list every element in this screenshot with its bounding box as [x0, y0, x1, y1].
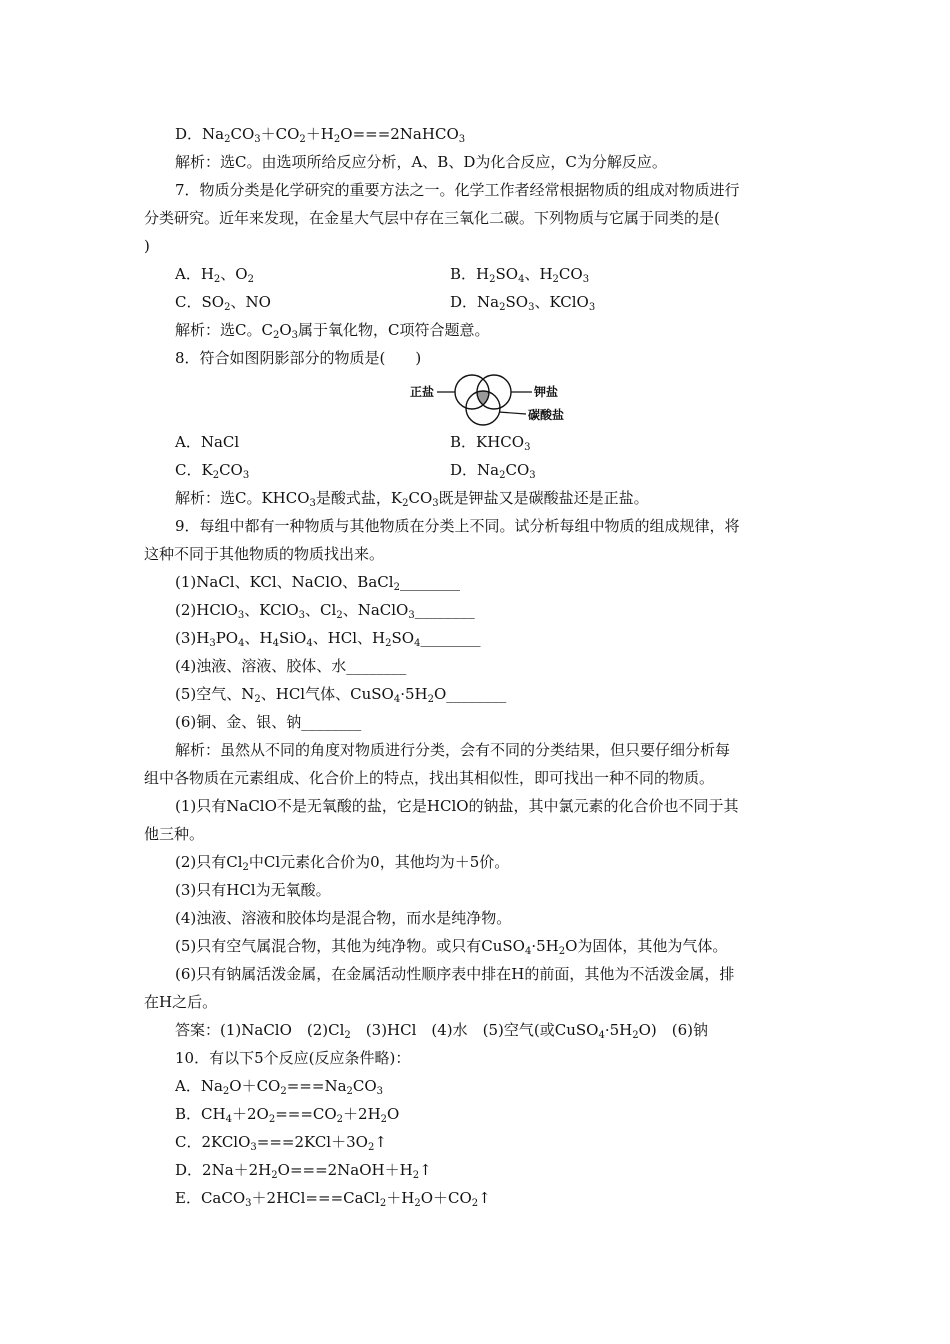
venn-label-left: 正盐	[410, 385, 435, 399]
q7-option-b: B．$H_2SO_4$、$H_2CO_3$	[450, 265, 590, 285]
q9-note-3: (3)只有HCl为无氧酸。	[175, 881, 331, 899]
q8-option-b: B．$KHCO_3$	[450, 433, 531, 453]
q10-reaction-e: E．$CaCO_3+2HCl===CaCl_2+H_2O+CO_2↑$	[175, 1189, 491, 1209]
q9-item-6: (6)铜、金、银、钠________	[175, 713, 362, 731]
q9-note-4: (4)浊液、溶液和胶体均是混合物，而水是纯净物。	[175, 909, 512, 927]
q10-reaction-a: A．$Na_2O+CO_2===Na_2CO_3$	[175, 1077, 384, 1097]
q7-option-a: A．$H_2$、$O_2$	[175, 265, 254, 285]
q6-analysis: 解析：选C。由选项所给反应分析，A、B、D为化合反应，C为分解反应。	[175, 153, 667, 171]
q7-stem-line2: 分类研究。近年来发现，在金星大气层中存在三氧化二碳。下列物质与它属于同类的是(	[144, 209, 720, 227]
q7-analysis: 解析：选C。$C_2O_3$属于氧化物，C项符合题意。	[175, 321, 490, 341]
q9-note-2: (2)只有$Cl_2$中Cl元素化合价为0，其他均为＋5价。	[175, 853, 510, 873]
q9-analysis-line1: 解析：虽然从不同的角度对物质进行分类，会有不同的分类结果，但只要仔细分析每	[175, 741, 731, 759]
q8-analysis: 解析：选C。$KHCO_3$是酸式盐，$K_2CO_3$既是钾盐又是碳酸盐还是正盐。	[175, 489, 649, 509]
q8-option-c: C．$K_2CO_3$	[175, 461, 250, 481]
q9-note-1-cont: 他三种。	[144, 825, 205, 843]
q9-stem-line2: 这种不同于其他物质的物质找出来。	[144, 545, 385, 563]
q7-option-c: C．$SO_2$、NO	[175, 293, 271, 313]
q9-note-1: (1)只有NaClO不是无氧酸的盐，它是HClO的钠盐，其中氯元素的化合价也不同于其	[175, 797, 739, 815]
q8-option-d: D．$Na_2CO_3$	[450, 461, 536, 481]
q10-reaction-b: B．$CH_4+2O_2===CO_2+2H_2O$	[175, 1105, 400, 1125]
q7-option-d: D．$Na_2SO_3$、KClO$_3$	[450, 293, 596, 313]
q9-item-1: (1)NaCl、KCl、NaClO、BaCl$_2$________	[175, 573, 460, 593]
venn-label-bottom: 碳酸盐	[528, 408, 565, 422]
q9-item-3: $(3)H_3PO_4$、$H_4SiO_4$、HCl、$H_2SO_4\_\_\_\_\_\_\_\_$	[175, 629, 481, 649]
q7-stem-line1: 7．物质分类是化学研究的重要方法之一。化学工作者经常根据物质的组成对物质进行	[175, 181, 740, 199]
q9-item-2: (2)HClO$_3$、KClO$_3$、$Cl_2$、NaClO$_3$________	[175, 601, 475, 621]
q9-item-4: (4)浊液、溶液、胶体、水________	[175, 657, 407, 675]
q6-option-d: D．$Na_2CO_3+CO_2+H_2O===2NaHCO_3$	[175, 125, 466, 145]
q10-stem: 10．有以下5个反应(反应条件略)：	[175, 1049, 411, 1067]
venn-diagram	[410, 370, 580, 426]
q7-stem-line3: )	[144, 237, 150, 255]
q8-option-a: A．NaCl	[175, 433, 240, 451]
q9-note-5: (5)只有空气属混合物，其他为纯净物。或只有$CuSO_4\cdot 5H_2O$为固体，其他为气体。	[175, 937, 728, 957]
q8-stem: 8．符合如图阴影部分的物质是( )	[175, 349, 422, 367]
q10-reaction-c: C．$2KClO_3===2KCl+3O_2↑$	[175, 1133, 387, 1153]
q9-item-5: (5)空气、$N_2$、HCl气体、$CuSO_4\cdot 5H_2O\_\_\_\_\_\_\_\_$	[175, 685, 507, 705]
q9-answer: 答案：(1)NaClO $(2)Cl_2$ (3)HCl (4)水 (5)空气(或$CuSO_4\cdot 5H_2O$) (6)钠	[175, 1021, 709, 1041]
q9-analysis-line2: 组中各物质在元素组成、化合价上的特点，找出其相似性，即可找出一种不同的物质。	[144, 769, 715, 787]
q9-note-6: (6)只有钠属活泼金属，在金属活动性顺序表中排在H的前面，其他为不活泼金属，排	[175, 965, 735, 983]
q9-stem-line1: 9．每组中都有一种物质与其他物质在分类上不同。试分析每组中物质的组成规律，将	[175, 517, 740, 535]
venn-label-right: 钾盐	[534, 385, 559, 399]
q9-note-6-cont: 在H之后。	[144, 993, 218, 1011]
q10-reaction-d: D．$2Na+2H_2O===2NaOH+H_2↑$	[175, 1161, 432, 1181]
